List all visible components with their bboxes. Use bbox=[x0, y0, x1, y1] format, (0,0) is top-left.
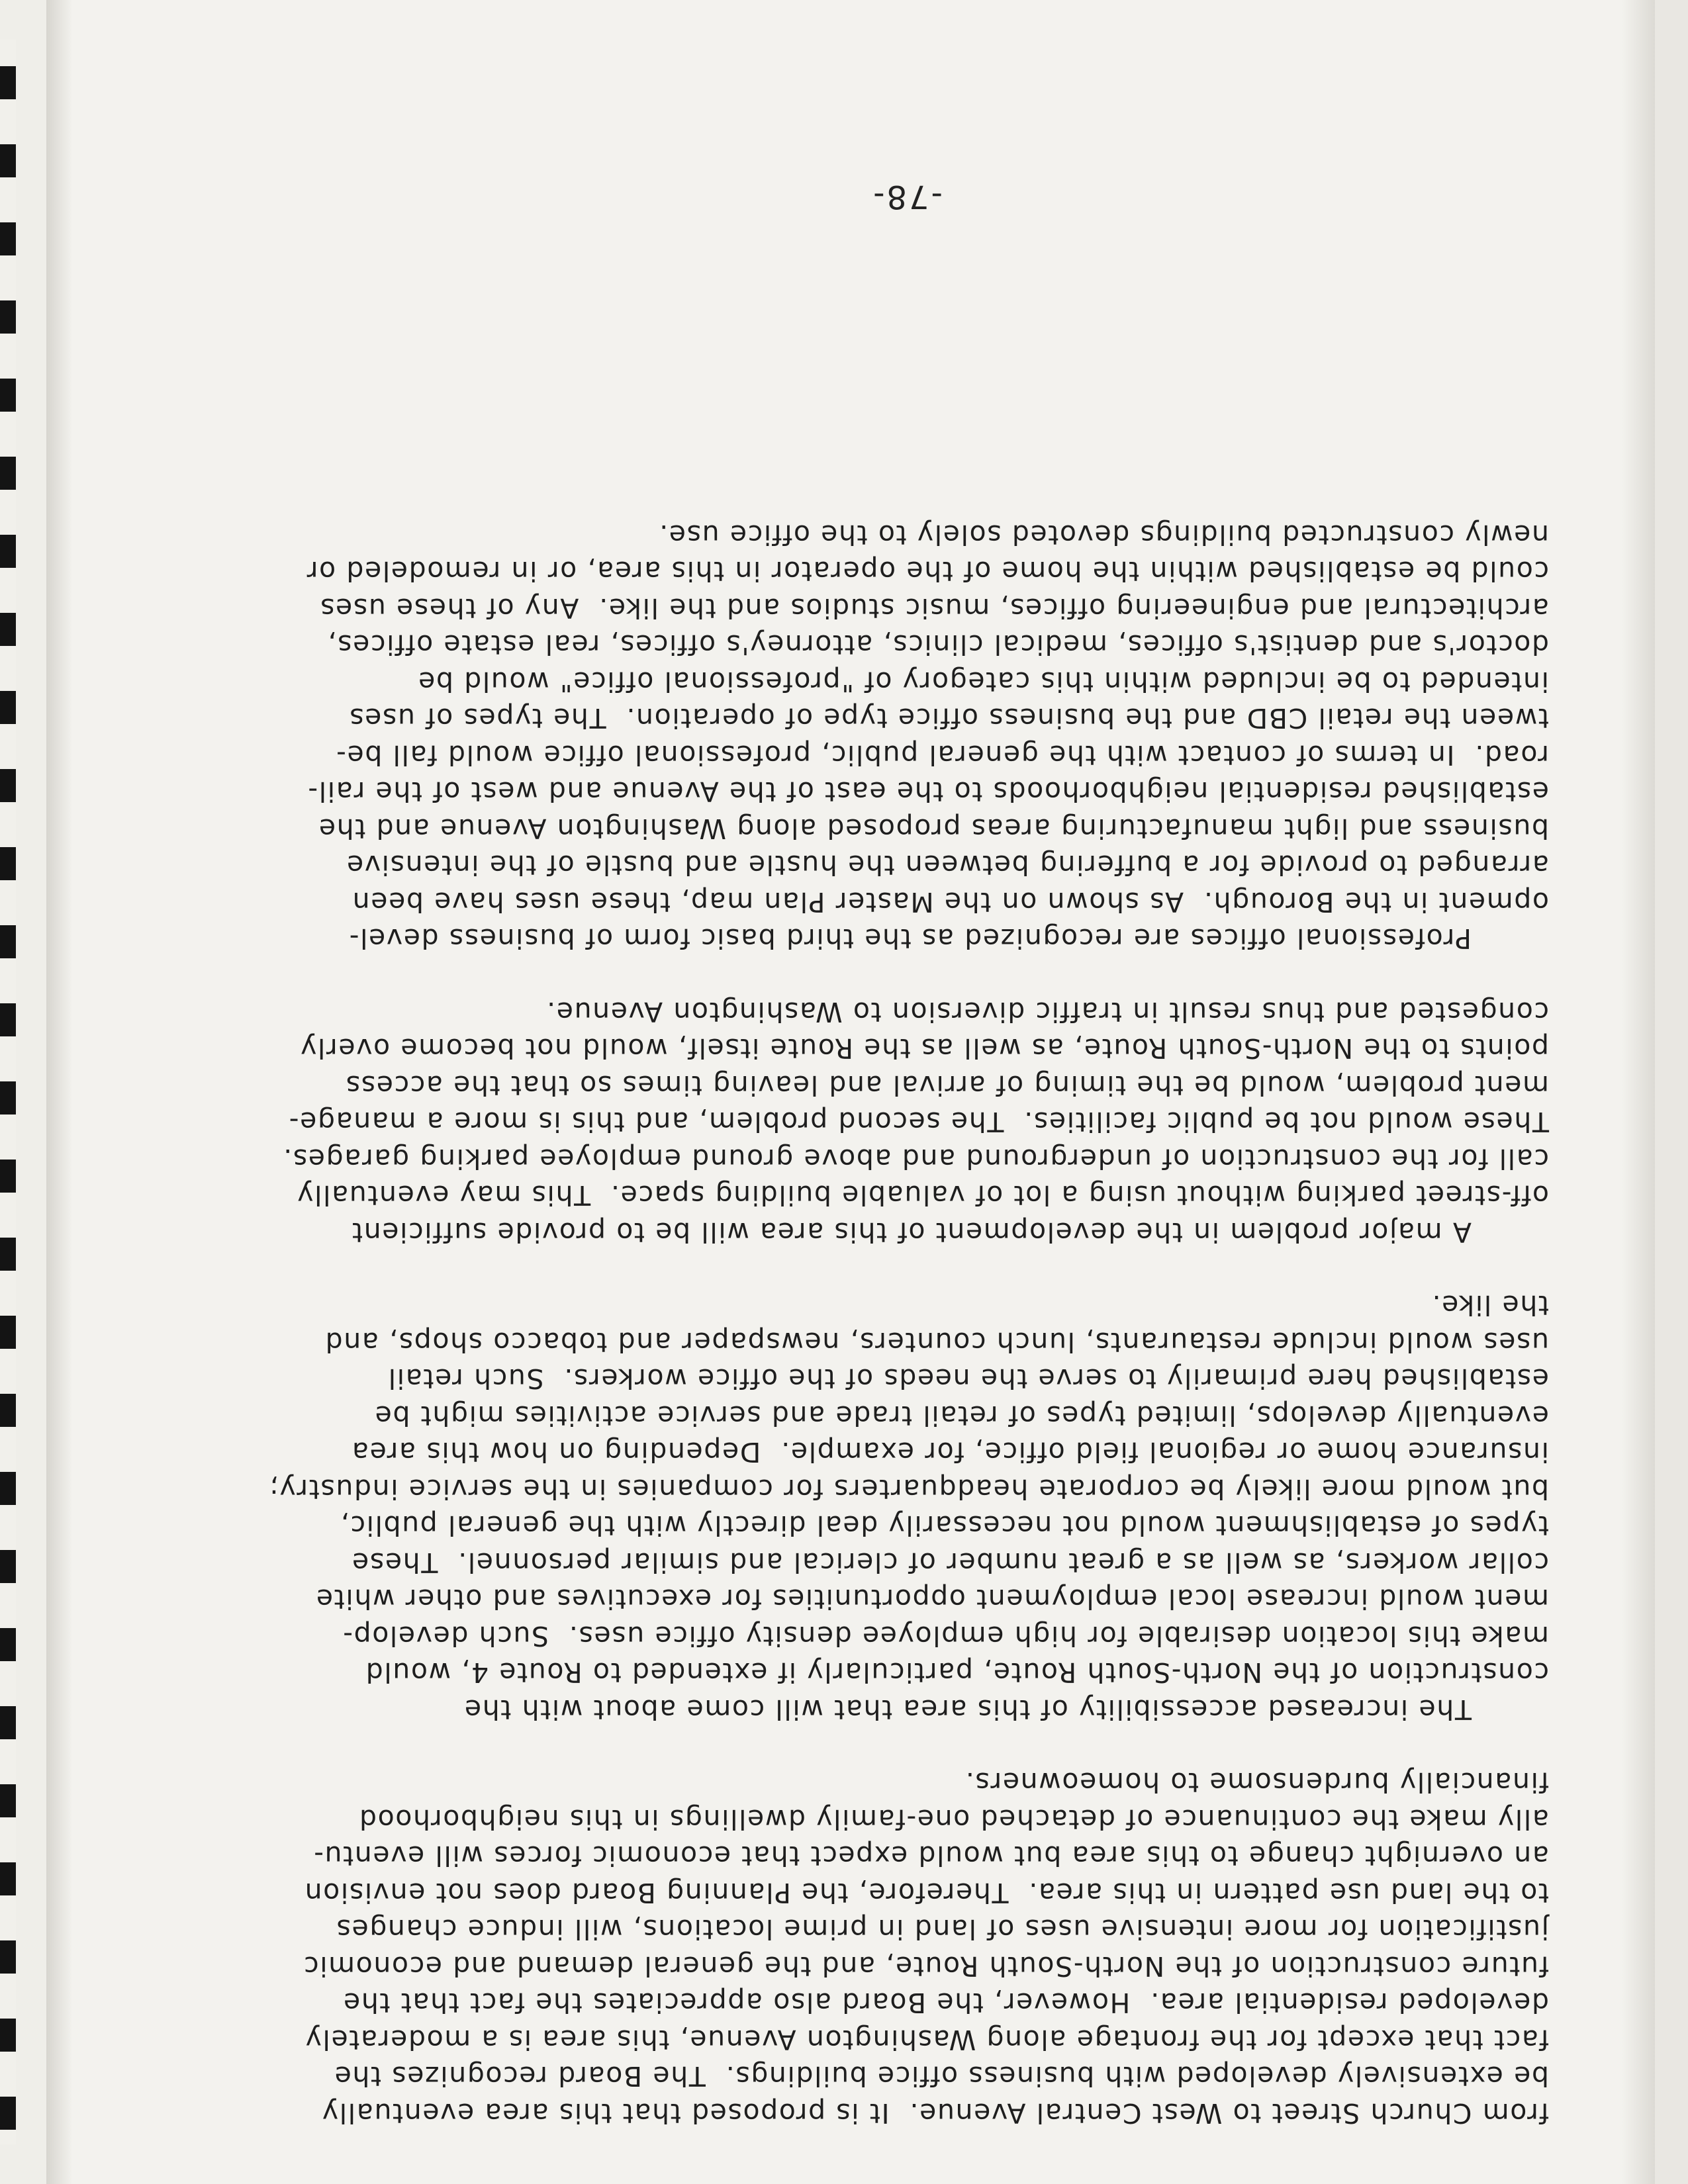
text-line: collar workers, as well as a great number of clerical and similar personnel. These bbox=[351, 1547, 1549, 1578]
text-line: ally make the continuance of detached one-family dwellings in this neighborhood bbox=[358, 1803, 1549, 1835]
text-line: future construction of the North-South Route, and the general demand and economic bbox=[303, 1950, 1549, 1982]
text-line: Professional offices are recognized as the third basic form of business devel- bbox=[348, 923, 1549, 955]
text-line: ment problem, would be the timing of arrival and leaving times so that the access bbox=[345, 1069, 1549, 1101]
text-line: justification for more intensive uses of land in prime locations, will induce changes bbox=[335, 1913, 1549, 1946]
text-line: opment in the Borough. As shown on the Master Plan map, these uses have been bbox=[352, 886, 1549, 918]
paragraph bbox=[225, 1287, 1549, 1727]
text-line: construction of the North-South Route, particularly if extended to Route 4, would bbox=[365, 1657, 1549, 1689]
text-line: make this location desirable for high employee density office uses. Such develop- bbox=[342, 1620, 1549, 1652]
text-line: but would more likely be corporate headquarters for companies in the service industry; bbox=[268, 1473, 1549, 1505]
text-line: call for the construction of underground and above ground employee parking garages. bbox=[282, 1143, 1549, 1175]
text-line: ment would increase local employment opportunities for executives and other white bbox=[315, 1583, 1549, 1615]
text-line: fact that except for the frontage along Washington Avenue, this area is a moderately bbox=[305, 2024, 1549, 2056]
text-line: congested and thus result in traffic diversion to Washington Avenue. bbox=[545, 996, 1549, 1028]
text-line: points to the North-South Route, as well as the Route itself, would not become overly bbox=[299, 1032, 1549, 1065]
paragraph-gap bbox=[225, 1250, 1549, 1287]
text-line: off-street parking without using a lot of valuable building space. This may eventually bbox=[296, 1179, 1549, 1212]
text-line: developed residential area. However, the Board also appreciates the fact that the bbox=[342, 1987, 1549, 2019]
paragraph bbox=[225, 993, 1549, 1251]
paragraph bbox=[225, 1764, 1549, 2131]
text-line: A major problem in the development of this area will be to provide sufficient bbox=[351, 1216, 1549, 1248]
text-line: intended to be included within this category of "professional office" would be bbox=[417, 666, 1549, 698]
paragraph-gap bbox=[225, 957, 1549, 993]
text-line: established residential neighborhoods to the east of the Avenue and west of the rail- bbox=[306, 776, 1549, 808]
text-line: These would not be public facilities. The second problem, and this is more a manage- bbox=[288, 1106, 1549, 1138]
text-line: insurance home or regional field office, for example. Depending on how this area bbox=[351, 1436, 1549, 1469]
document-body bbox=[225, 516, 1549, 2132]
text-line: eventually develops, limited types of retail trade and service activities might be bbox=[373, 1400, 1549, 1432]
text-line: road. In terms of contact with the general public, professional office would fall be- bbox=[335, 739, 1549, 771]
text-line: from Church Street to West Central Avenue. It is proposed that this area eventually bbox=[321, 2097, 1549, 2129]
text-line: established here primarily to serve the needs of the office workers. Such retail bbox=[387, 1363, 1549, 1395]
text-line: financially burdensome to homeowners. bbox=[964, 1766, 1549, 1799]
text-line: newly constructed buildings devoted solely to the office use. bbox=[658, 519, 1549, 551]
text-line: architectural and engineering offices, music studios and the like. Any of these uses bbox=[319, 592, 1549, 624]
text-line: an overnight change to this area but would expect that economic forces will eventu- bbox=[312, 1840, 1549, 1872]
text-line: doctor's and dentist's offices, medical clinics, attorney's offices, real estate offices, bbox=[326, 629, 1549, 661]
paragraph bbox=[225, 516, 1549, 957]
text-line: uses would include restaurants, lunch counters, newspaper and tobacco shops, and bbox=[324, 1326, 1549, 1358]
text-line: the like. bbox=[1430, 1289, 1549, 1322]
text-line: tween the retail CBD and the business office type of operation. The types of uses bbox=[348, 702, 1549, 735]
text-line: be extensively developed with business office buildings. The Board recognizes the bbox=[333, 2060, 1549, 2093]
text-line: could be established within the home of the operator in this area, or in remodeled or bbox=[306, 555, 1549, 588]
page-number: -78- bbox=[871, 178, 943, 215]
text-line: The increased accessibility of this area that will come about with the bbox=[463, 1694, 1549, 1725]
text-line: types of establishment would not necessarily deal directly with the general public, bbox=[340, 1510, 1549, 1542]
text-line: arranged to provide for a buffering between the hustle and bustle of the intensive bbox=[346, 849, 1549, 882]
text-line: business and light manufacturing areas proposed along Washington Avenue and the bbox=[318, 813, 1549, 844]
paragraph-gap bbox=[225, 1727, 1549, 1764]
text-line: to the land use pattern in this area. Therefore, the Planning Board does not envision bbox=[303, 1877, 1549, 1909]
